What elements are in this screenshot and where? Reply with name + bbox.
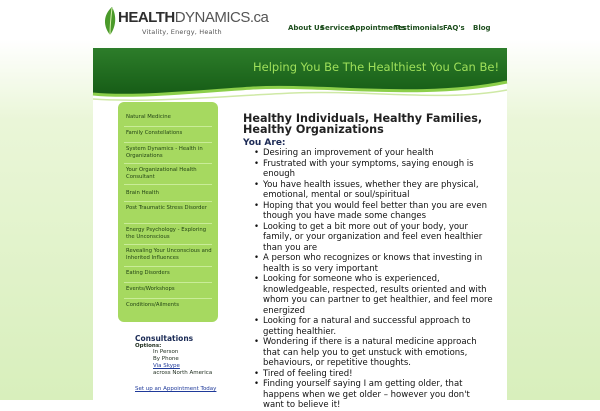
option-across-north-america: across North America (153, 370, 213, 376)
list-item: • Looking for someone who is experienced, knowledgeable, respected, results oriented and with whom you can partner to get healthier, and feel more energized (263, 274, 493, 316)
list-item: • You have health issues, whether they are physical, emotional, mental or soul/spiritual (263, 180, 493, 201)
site-logo[interactable] (100, 4, 269, 40)
sidebar-item-natural-medicine[interactable]: Natural Medicine (126, 114, 171, 120)
you-are-label: You Are: (243, 138, 286, 148)
sidebar-item-brain-health[interactable]: Brain Health (126, 190, 159, 196)
appointment-link[interactable]: Set up an Appointment Today (135, 386, 217, 392)
sidebar-item-organizational-consultant[interactable]: Your Organizational Health Consultant (126, 167, 197, 180)
option-by-phone: By Phone (153, 356, 179, 362)
leaf-icon (102, 6, 118, 36)
brand-tagline: Vitality, Energy, Health (142, 28, 222, 36)
list-item: • Frustrated with your symptoms, saying enough is enough (263, 159, 493, 180)
sidebar-item-conditions-ailments[interactable]: Conditions/Ailments (126, 302, 179, 308)
list-item: • Looking to get a bit more out of your body, your family, or your organization and feel even healthier than you are (263, 222, 493, 254)
sidebar-item-ptsd[interactable]: Post Traumatic Stress Disorder (126, 205, 207, 211)
list-item: • Looking for a natural and successful approach to getting healthier. (263, 316, 493, 337)
option-in-person: In Person (153, 349, 179, 355)
page-heading: Healthy Individuals, Healthy Families, Healthy Organizations (243, 112, 483, 136)
list-item: • Finding yourself saying I am getting older, that happens when we get older – however you don't want to believe it! (263, 379, 493, 411)
nav-about-us[interactable]: About Us (288, 24, 324, 32)
nav-blog[interactable]: Blog (473, 24, 491, 32)
main-content (243, 114, 493, 411)
brand-name: HEALTHDYNAMICS.ca (118, 9, 269, 26)
list-item: • A person who recognizes or knows that investing in health is so very important (263, 253, 493, 274)
consultations-title: Consultations (135, 334, 194, 343)
sidebar-item-family-constellations[interactable]: Family Constellations (126, 130, 183, 136)
sidebar-item-system-dynamics[interactable]: System Dynamics - Health in Organizations (126, 146, 203, 159)
header-banner (93, 48, 507, 108)
list-item: • Hoping that you would feel better than you are even though you have made some changes (263, 201, 493, 222)
you-are-list (243, 148, 493, 411)
nav-testimonials[interactable]: Testimonials (394, 24, 444, 32)
list-item: • Tired of feeling tired! (263, 369, 493, 380)
consultations-options-label: Options: (135, 343, 162, 349)
list-item: • Desiring an improvement of your health (263, 148, 493, 159)
sidebar-item-unconscious-influences[interactable]: Revealing Your Unconscious and Inherited Influences (126, 248, 212, 261)
sidebar-item-energy-psychology[interactable]: Energy Psychology - Exploring the Unconscious (126, 227, 207, 240)
nav-appointments[interactable]: Appointments (350, 24, 406, 32)
sidebar-item-events-workshops[interactable]: Events/Workshops (126, 286, 175, 292)
content-frame (93, 48, 507, 410)
consultations-box (135, 334, 255, 392)
list-item: • Wondering if there is a natural medicine approach that can help you to get unstuck with emotions, behaviours, or repetitive thoughts. (263, 337, 493, 369)
nav-services[interactable]: Services (320, 24, 354, 32)
skype-link[interactable]: Via Skype (153, 363, 180, 369)
sidebar-menu (118, 102, 218, 322)
sidebar-item-eating-disorders[interactable]: Eating Disorders (126, 270, 170, 276)
banner-slogan: Helping You Be The Healthiest You Can Be! (253, 60, 500, 74)
nav-faqs[interactable]: FAQ's (443, 24, 465, 32)
